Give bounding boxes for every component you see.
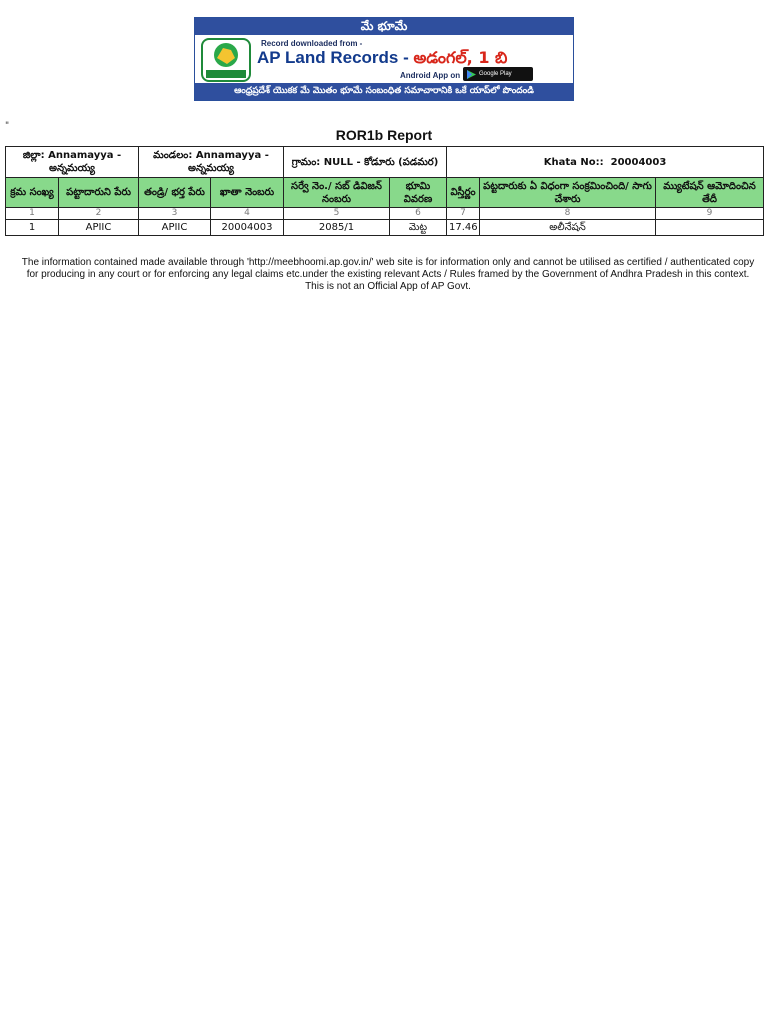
district-value: Annamayya - అన్నమయ్య [48,150,122,174]
extent-cell: 17.46 [447,220,480,236]
village-label: గ్రామం: [291,156,321,168]
district-cell [6,147,139,178]
village-value: NULL - కోడూరు (పడమర) [323,156,439,168]
banner-main [195,35,573,84]
column-number: 4 [211,208,284,220]
khata-number-cell: 20004003 [211,220,284,236]
khata-label: Khata No:: [543,156,604,168]
column-header: ఖాతా నెంబరు [211,178,284,208]
banner-bottom-text: ఆంధ్రప్రదేశ్ యొకక మే మొతం భూమే సంబంధిత సమాచారానికి ఒకే యాప్‌లో పొందండి [195,83,573,100]
ror-table [5,146,764,236]
column-number: 9 [656,208,764,220]
owner-name-cell: APIIC [59,220,139,236]
column-header: సర్వే నెం./ సబ్ డివిజన్ నంబరు [284,178,390,208]
column-header: క్రమ సంఖ్య [6,178,59,208]
column-header: మ్యుటేషన్ ఆమోదించిన తేదీ [656,178,764,208]
khata-cell [447,147,764,178]
header-row [6,178,764,208]
column-number: 2 [59,208,139,220]
mandal-cell [139,147,284,178]
column-header: భూమి వివరణ [390,178,447,208]
column-number: 8 [480,208,656,220]
google-play-badge[interactable] [463,67,533,81]
column-number-row [6,208,764,220]
acquisition-cell: అలీనేషన్ [480,220,656,236]
play-store-icon [467,70,476,79]
district-label: జిల్లా: [22,150,45,161]
father-name-cell: APIIC [139,220,211,236]
location-row [6,147,764,178]
serial-number-cell: 1 [6,220,59,236]
banner-top-text: మే భూమే [195,18,573,35]
column-number: 1 [6,208,59,220]
village-cell [284,147,447,178]
column-header: తండ్రి/ భర్త పేరు [139,178,211,208]
column-header: పట్టదారుకు ఏ విధంగా సంక్రమించింది/ సాగు చేశారు [480,178,656,208]
app-logo-icon [201,38,251,82]
report-title: ROR1b Report [335,127,433,143]
mandal-label: మండలం: [153,150,193,161]
app-banner [194,17,574,101]
record-from-text: Record downloaded from - [261,39,363,48]
mutation-date-cell [656,220,764,236]
google-play-label: Google Play [479,71,512,77]
survey-number-cell: 2085/1 [284,220,390,236]
app-name: AP Land Records - [257,48,414,67]
column-header: విస్తీర్ణం [447,178,480,208]
mandal-value: Annamayya - అన్నమయ్య [188,150,269,174]
android-app-text: Android App on [400,71,461,80]
column-number: 5 [284,208,390,220]
table-row [6,220,764,236]
column-number: 7 [447,208,480,220]
column-number: 6 [390,208,447,220]
land-type-cell: మెట్ట [390,220,447,236]
disclaimer-text: The information contained made available through 'http://meebhoomi.ap.gov.in/' web site is for information only and cannot be utilised as certified / authenticated copy for producing in any court or for enforcing any legal claims etc.under the existing relevant Acts / Rules framed by the Government of Andhra Pradesh in this context. This is not an Official App of AP Govt. [21,257,755,292]
app-name-telugu: అడంగల్, 1 బి [413,48,508,67]
khata-value: 20004003 [610,156,667,168]
column-number: 3 [139,208,211,220]
column-header: పట్టాదారుని పేరు [59,178,139,208]
stray-mark: " [5,121,10,131]
